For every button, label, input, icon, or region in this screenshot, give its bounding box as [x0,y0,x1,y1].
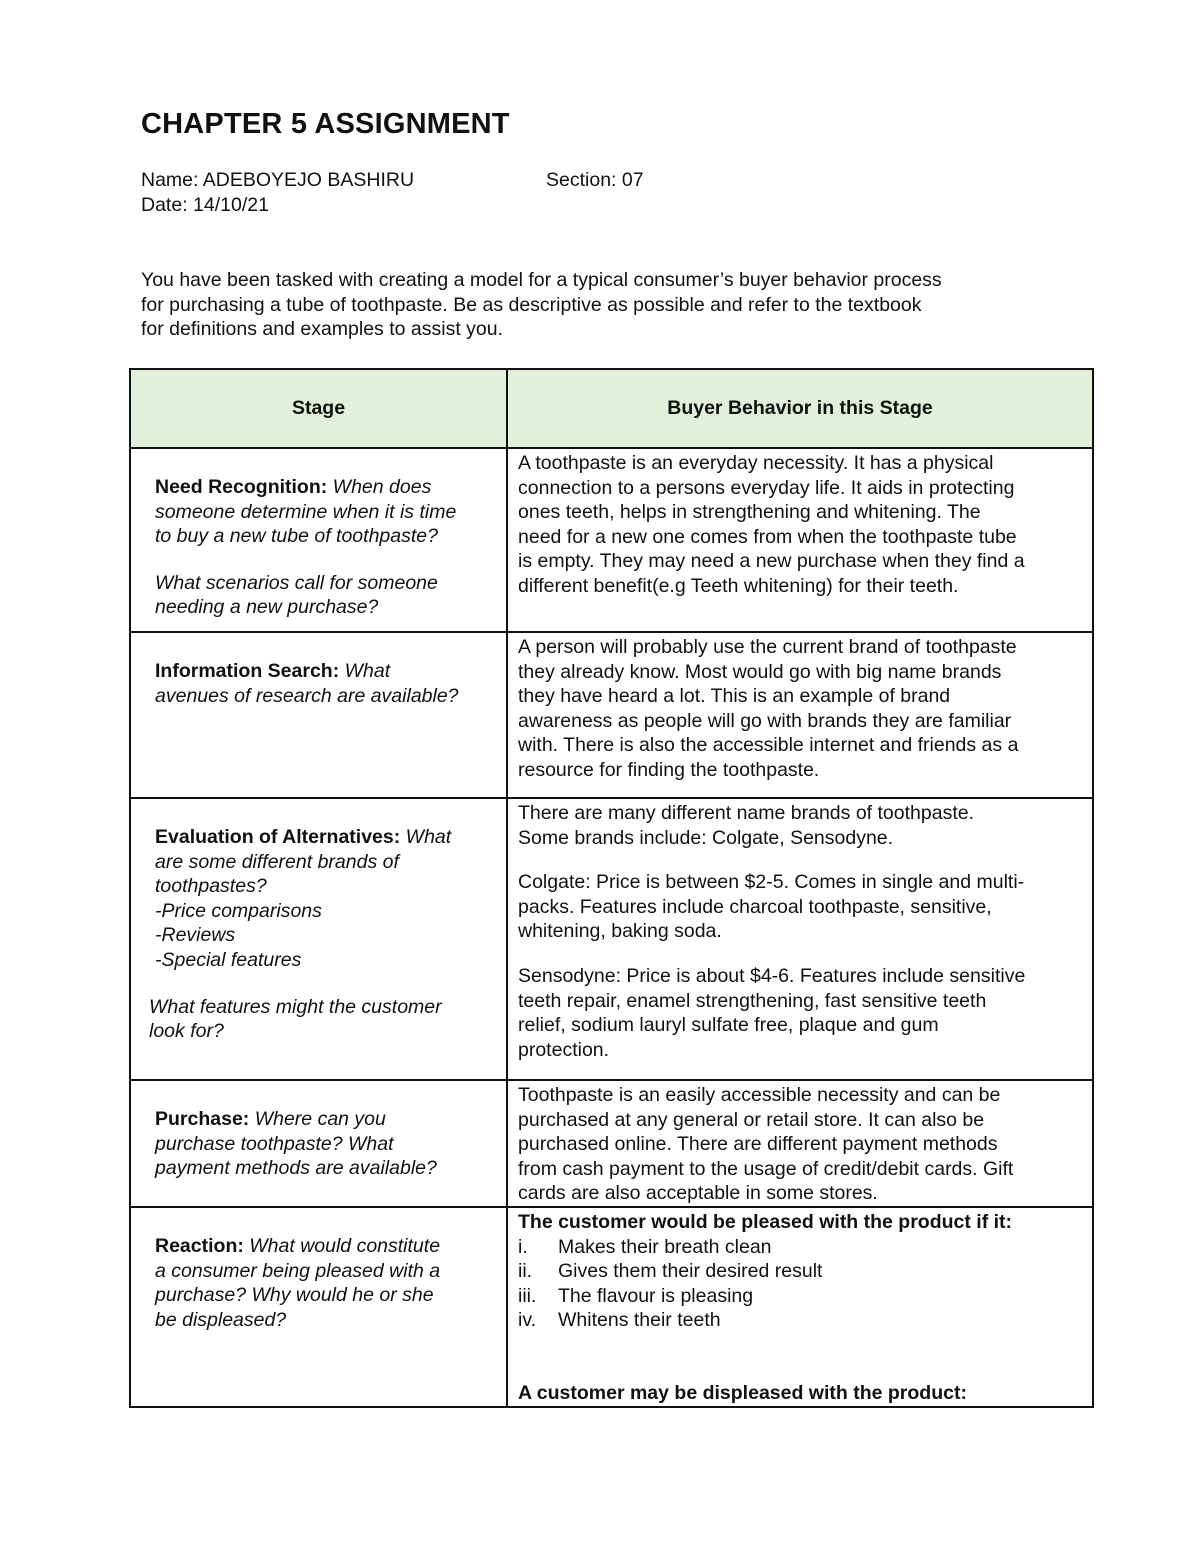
stage-question: -Reviews [155,924,236,947]
stage-question: needing a new purchase? [155,596,379,619]
response-cell-purchase [507,1080,1093,1207]
stage-cell-reaction [130,1207,507,1407]
response-line: from cash payment to the usage of credit/debit cards. Gift [518,1157,1014,1180]
list-item: i. Makes their breath clean [518,1235,772,1258]
stage-question: What scenarios call for someone [155,571,438,594]
response-line: protection. [518,1038,610,1061]
stage-question: purchase toothpaste? What [155,1132,394,1155]
stage-label: Need Recognition: [155,476,328,498]
response-line: There are many different name brands of toothpaste. [518,802,974,824]
stage-question: payment methods are available? [155,1157,437,1180]
intro-line: You have been tasked with creating a model for a typical consumer’s buyer behavior process [141,269,942,291]
stage-question: -Special features [155,948,302,971]
table-row [130,632,1093,798]
stage-cell-evaluation [130,798,507,1080]
header-stage: Stage [130,369,507,448]
stage-question: be displeased? [155,1308,287,1331]
response-cell-evaluation [507,798,1093,1080]
header-buyer-behavior: Buyer Behavior in this Stage [507,369,1093,448]
page-title: CHAPTER 5 ASSIGNMENT [141,108,510,140]
response-line: need for a new one comes from when the toothpaste tube [518,525,1017,548]
response-line: connection to a persons everyday life. It aids in protecting [518,476,1015,499]
response-line: purchased at any general or retail store. It can also be [518,1108,985,1131]
stage-question: a consumer being pleased with a [155,1259,441,1282]
response-line: whitening, baking soda. [518,920,722,943]
date-field: Date: 14/10/21 [141,194,269,216]
stage-cell-information-search [130,632,507,798]
buyer-behavior-table [129,368,1094,1408]
instructions [141,268,1061,342]
stage-question: Where can you [249,1108,386,1130]
stage-question: -Price comparisons [155,899,322,922]
stage-label: Purchase: [155,1108,250,1130]
stage-question: toothpastes? [155,875,267,898]
stage-question: purchase? Why would he or she [155,1284,434,1307]
response-line: they have heard a lot. This is an example of brand [518,685,951,708]
stage-question: look for? [149,1020,224,1043]
response-cell-need-recognition [507,448,1093,632]
stage-question: What [339,660,391,682]
table-row [130,798,1093,1080]
stage-question: someone determine when it is time [155,500,457,523]
list-item: iii. The flavour is pleasing [518,1284,754,1307]
response-line: relief, sodium lauryl sulfate free, plaque and gum [518,1014,939,1037]
intro-line: for purchasing a tube of toothpaste. Be as descriptive as possible and refer to the textbook [141,293,922,316]
response-line: resource for finding the toothpaste. [518,758,820,781]
response-heading: The customer would be pleased with the product if it: [518,1210,1013,1233]
response-cell-information-search [507,632,1093,798]
stage-cell-need-recognition [130,448,507,632]
response-line: A person will probably use the current brand of toothpaste [518,636,1017,658]
table-row [130,1080,1093,1207]
section-field: Section: 07 [546,169,644,191]
stage-question: What features might the customer [149,995,442,1018]
response-line: awareness as people will go with brands they are familiar [518,709,1012,732]
response-line: they already know. Most would go with big name brands [518,660,1002,683]
stage-label: Evaluation of Alternatives: [155,826,401,848]
response-line: Toothpaste is an easily accessible necessity and can be [518,1084,1001,1106]
stage-question: When does [327,476,432,498]
table-row [130,448,1093,632]
response-line: Some brands include: Colgate, Sensodyne. [518,826,894,849]
stage-question: What [400,826,452,848]
name-field: Name: ADEBOYEJO BASHIRU [141,169,415,191]
response-line: teeth repair, enamel strengthening, fast sensitive teeth [518,989,987,1012]
response-line: packs. Features include charcoal toothpaste, sensitive, [518,895,992,918]
list-item: iv. Whitens their teeth [518,1309,721,1332]
stage-label: Information Search: [155,660,340,682]
response-line: cards are also acceptable in some stores. [518,1182,878,1205]
list-item: ii. Gives them their desired result [518,1260,823,1283]
stage-question: are some different brands of [155,850,399,873]
response-line: is empty. They may need a new purchase when they find a [518,550,1025,573]
stage-cell-purchase [130,1080,507,1207]
stage-label: Reaction: [155,1234,244,1257]
response-footer: A customer may be displeased with the product: [518,1382,967,1405]
response-line: with. There is also the accessible internet and friends as a [518,734,1019,757]
response-line: purchased online. There are different payment methods [518,1133,998,1156]
stage-question: to buy a new tube of toothpaste? [155,525,438,548]
response-line: different benefit(e.g Teeth whitening) for their teeth. [518,574,959,597]
stage-question: avenues of research are available? [155,684,459,707]
table-row [130,1207,1093,1407]
intro-line: for definitions and examples to assist you. [141,318,504,341]
table-header-row [130,369,1093,448]
response-line: Sensodyne: Price is about $4-6. Features include sensitive [518,964,1026,987]
response-cell-reaction [507,1207,1093,1407]
stage-question: What would constitute [243,1234,441,1257]
response-line: A toothpaste is an everyday necessity. It has a physical [518,452,994,474]
response-line: ones teeth, helps in strengthening and whitening. The [518,501,981,524]
response-line: Colgate: Price is between $2-5. Comes in single and multi- [518,871,1025,894]
